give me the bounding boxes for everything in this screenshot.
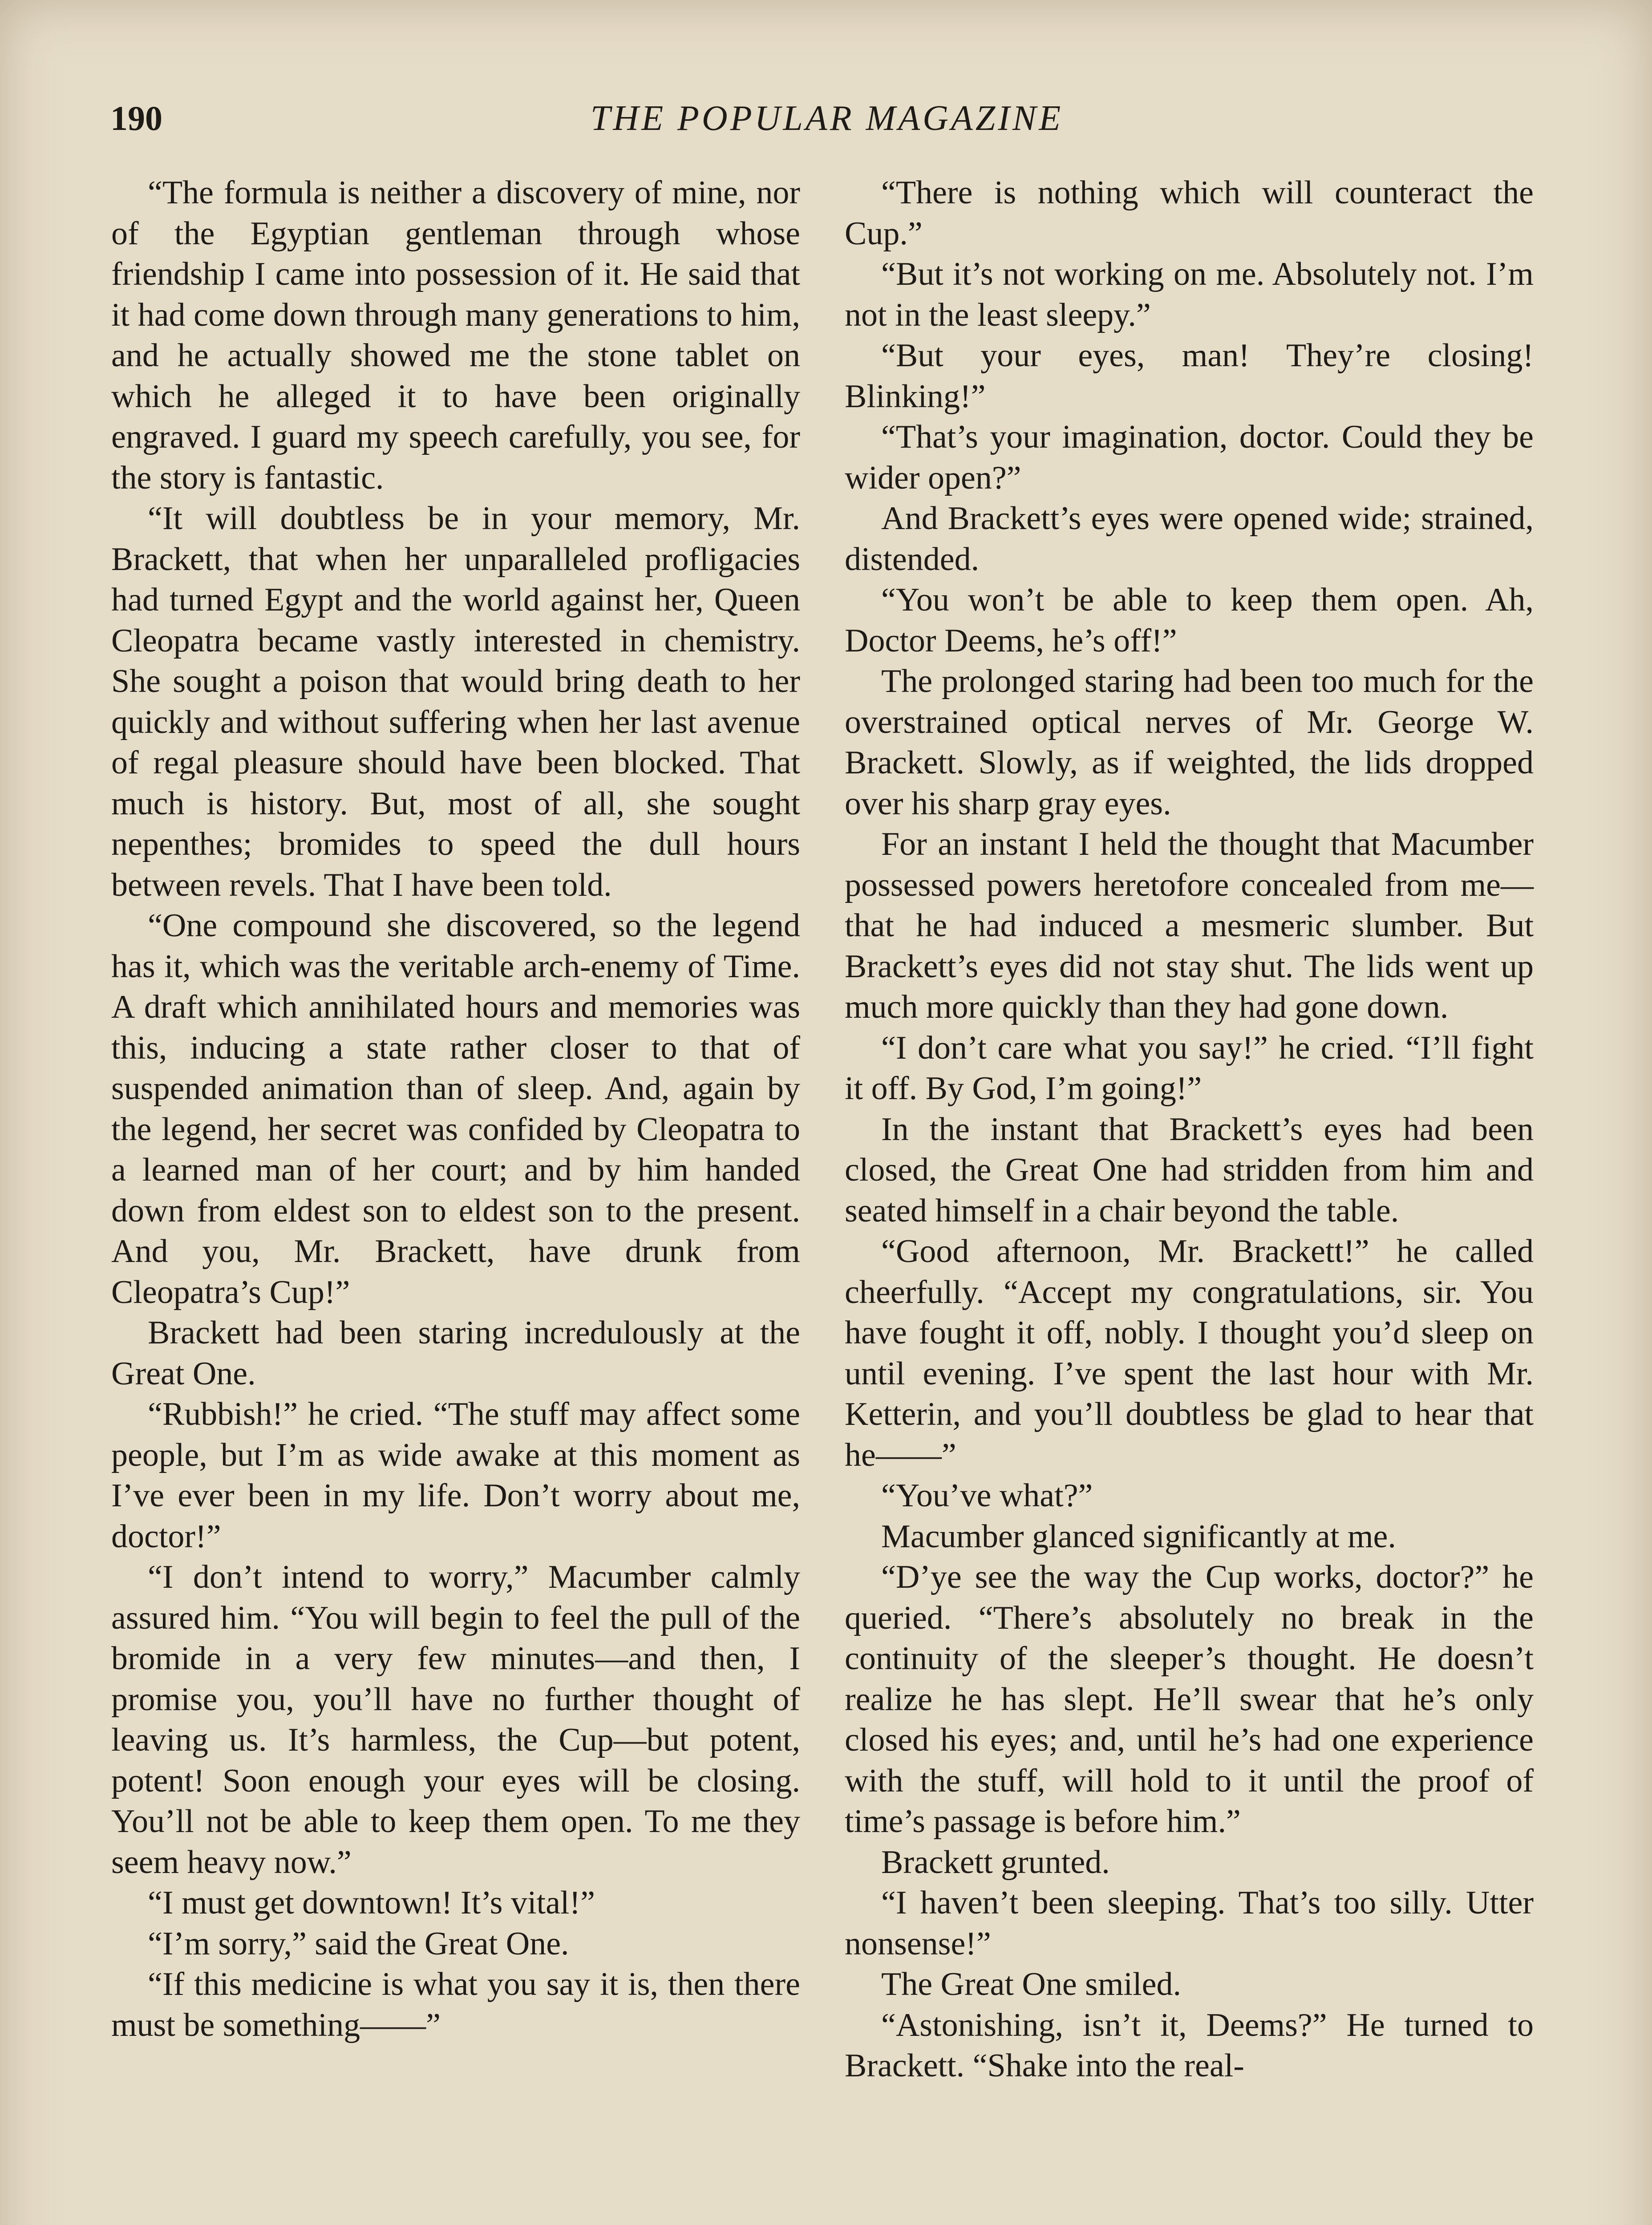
paragraph: “You’ve what?” [881,1477,1093,1514]
paragraph: “Astonishing, isn’t it, Deems?” He turned to Brackett. “Shake into the real- [845,2007,1534,2084]
running-head: THE POPULAR MAGAZINE [590,99,1064,138]
paragraph: “The formula is neither a discovery of mine, nor of the Egyptian gentleman through whose friendship I came into possession of it. He said that it had come down through many generations to him, and he actually showed me the stone tablet on which he alleged it to have been originally engraved. I guard my speech carefully, you see, for the story is fantastic. [111,174,800,496]
paragraph: For an instant I held the thought that Macumber possessed powers heretofore concealed from me—that he had induced a mesmeric slumber. But Brackett’s eyes did not stay shut. The lids went up much more quickly than they had gone down. [845,826,1534,1025]
paragraph: “I must get downtown! It’s vital!” [148,1885,595,1921]
paragraph: “One compound she discovered, so the legend has it, which was the veritable arch-enemy of Time. A draft which annihilated hours and memories was this, inducing a state rather closer to that of suspended animation than of sleep. And, again by the legend, her secret was confided by Cleopatra to a learned man of her court; and by him handed down from eldest son to eldest son to the present. And you, Mr. Brackett, have drunk from Cleopatra’s Cup!” [111,907,800,1311]
paragraph: And Brackett’s eyes were opened wide; strained, distended. [845,500,1534,578]
page-header [110,97,1543,150]
paragraph: “But your eyes, man! They’re closing! Blinking!” [845,337,1534,415]
paragraph: “Rubbish!” he cried. “The stuff may affect some people, but I’m as wide awake at this moment as I’ve ever been in my life. Don’t worry about me, doctor!” [111,1396,800,1555]
paragraph: The Great One smiled. [881,1966,1181,2002]
paragraph: “There is nothing which will counteract the Cup.” [845,174,1534,252]
left-column [111,173,800,2046]
paragraph: Macumber glanced significantly at me. [881,1518,1396,1555]
paragraph: Brackett had been staring incredulously at the Great One. [111,1315,800,1392]
paragraph: “I haven’t been sleeping. That’s too silly. Utter nonsense!” [845,1885,1534,1962]
paragraph: “I’m sorry,” said the Great One. [148,1925,569,1962]
paragraph: “You won’t be able to keep them open. Ah, Doctor Deems, he’s off!” [845,582,1534,659]
right-column [845,173,1534,2087]
paragraph: In the instant that Brackett’s eyes had been closed, the Great One had stridden from him and seated himself in a chair beyond the table. [845,1111,1534,1229]
page-number: 190 [110,99,162,138]
paragraph: Brackett grunted. [881,1844,1110,1881]
paragraph: “Good afternoon, Mr. Brackett!” he called cheerfully. “Accept my congratulations, sir. You have fought it off, nobly. I thought you’d sleep on until evening. I’ve spent the last hour with Mr. Ketterin, and you’ll doubtless be glad to hear that he——” [845,1233,1534,1473]
paragraph: “But it’s not working on me. Absolutely not. I’m not in the least sleepy.” [845,256,1534,333]
paragraph: The prolonged staring had been too much for the overstrained optical nerves of Mr. George W. Brackett. Slowly, as if weighted, the lids dropped over his sharp gray eyes. [845,663,1534,822]
paragraph: “It will doubtless be in your memory, Mr. Brackett, that when her unparalleled profligacies had turned Egypt and the world against her, Queen Cleopatra became vastly interested in chemistry. She sought a poison that would bring death to her quickly and without suffering when her last avenue of regal pleasure should have been blocked. That much is history. But, most of all, she sought nepenthes; bromides to speed the dull hours between revels. That I have been told. [111,500,800,903]
paragraph: “D’ye see the way the Cup works, doctor?” he queried. “There’s absolutely no break in the continuity of the sleeper’s thought. He doesn’t realize he has slept. He’ll swear that he’s only closed his eyes; and, until he’s had one experience with the stuff, will hold to it until the proof of time’s passage is before him.” [845,1559,1534,1840]
paragraph: “I don’t intend to worry,” Macumber calmly assured him. “You will begin to feel the pull of the bromide in a very few minutes—and then, I promise you, you’ll have no further thought of leaving us. It’s harmless, the Cup—but potent, potent! Soon enough your eyes will be closing. You’ll not be able to keep them open. To me they seem heavy now.” [111,1559,800,1881]
paragraph: “That’s your imagination, doctor. Could they be wider open?” [845,419,1534,496]
paragraph: “If this medicine is what you say it is, then there must be something——” [111,1966,800,2043]
paragraph: “I don’t care what you say!” he cried. “I’ll fight it off. By God, I’m going!” [845,1029,1534,1107]
